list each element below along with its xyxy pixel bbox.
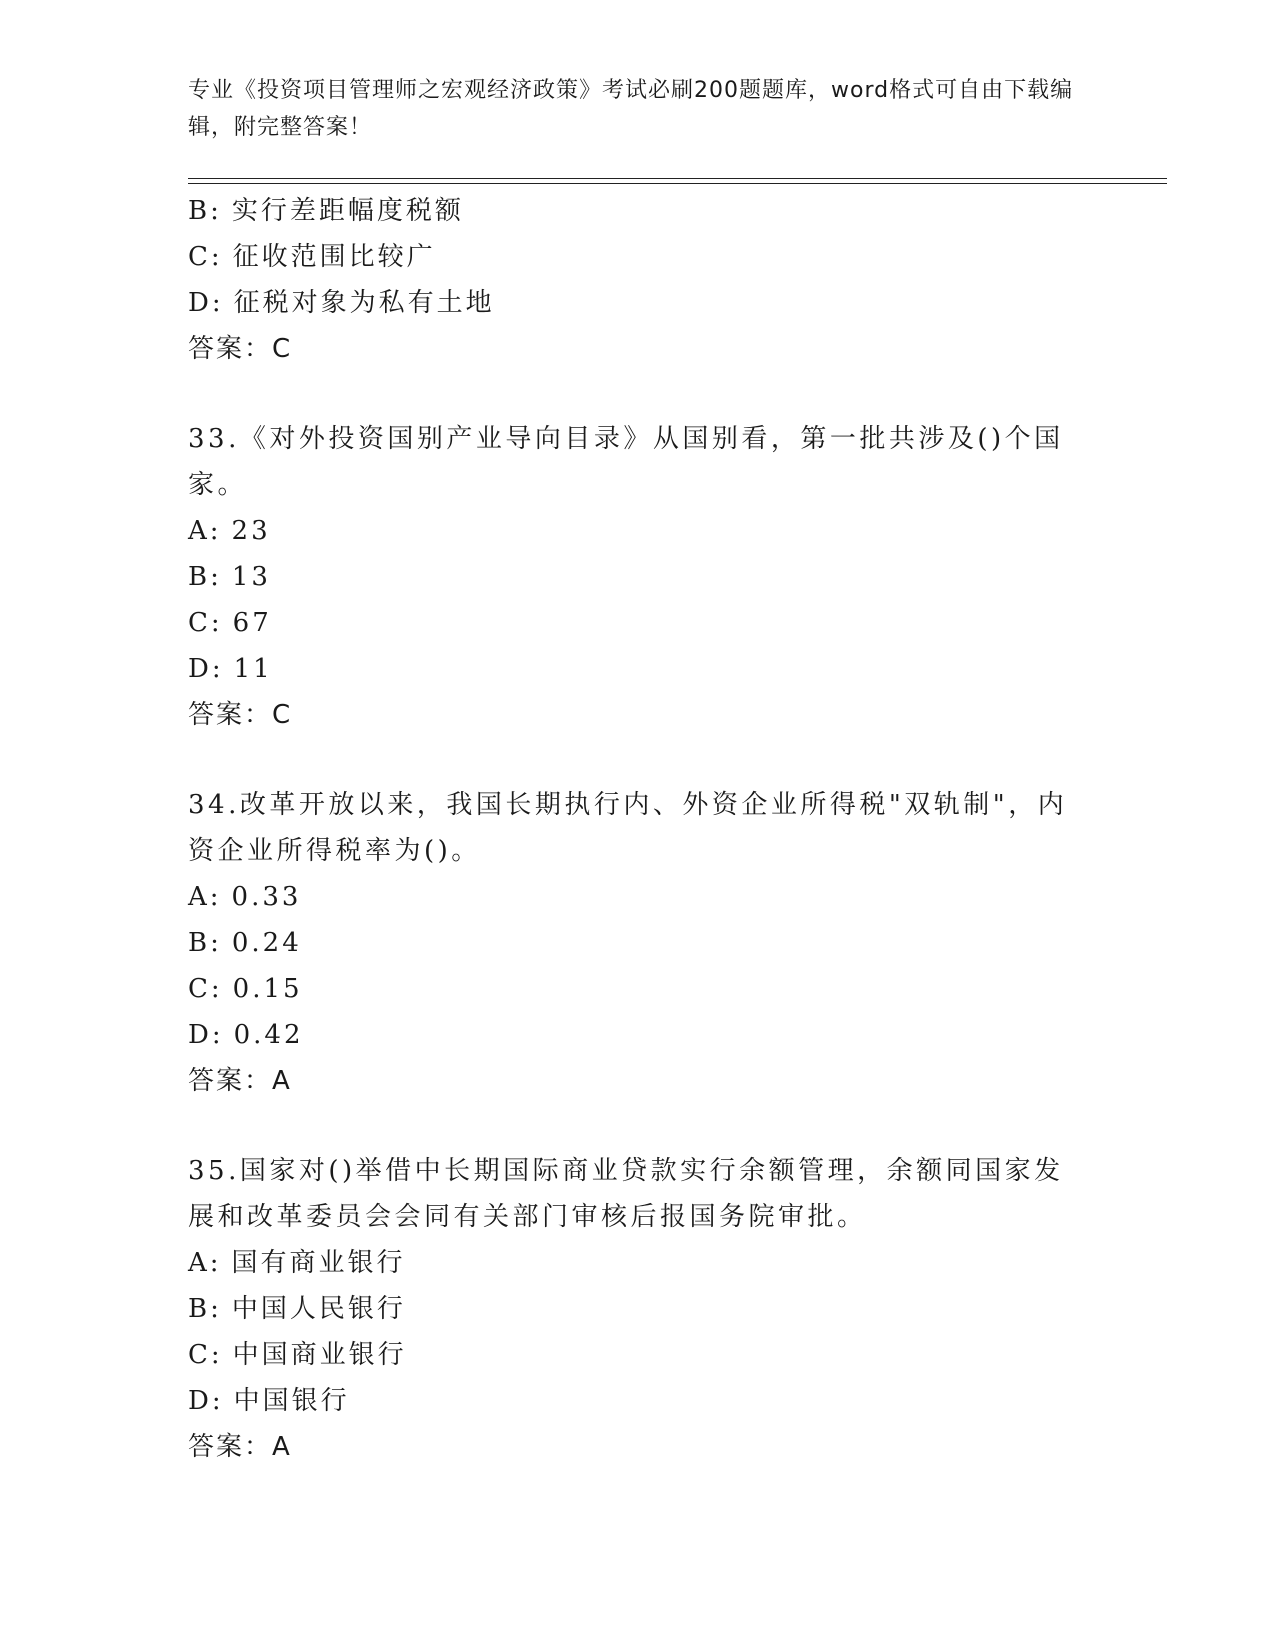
question-stem: 34.改革开放以来，我国长期执行内、外资企业所得税"双轨制"，内资企业所得税率为()。	[188, 790, 1068, 866]
option-c: C: 67	[188, 608, 272, 638]
option-a: A: 国有商业银行	[188, 1248, 406, 1278]
question-block-33	[188, 416, 1088, 738]
option-b: B: 实行差距幅度税额	[188, 196, 464, 226]
answer-line: 答案：C	[188, 700, 293, 730]
question-block-35	[188, 1148, 1088, 1470]
document-header: 专业《投资项目管理师之宏观经济政策》考试必刷200题题库，word格式可自由下载编辑，附完整答案！	[188, 78, 1074, 140]
question-stem: 35.国家对()举借中长期国际商业贷款实行余额管理，余额同国家发展和改革委员会会同有关部门审核后报国务院审批。	[188, 1156, 1064, 1232]
answer-line: 答案：A	[188, 1066, 292, 1096]
option-a: A: 23	[188, 516, 271, 546]
question-list	[188, 188, 1088, 1470]
question-stem: 33.《对外投资国别产业导向目录》从国别看，第一批共涉及()个国家。	[188, 424, 1064, 500]
header-divider-top	[188, 178, 1167, 179]
option-c: C: 中国商业银行	[188, 1340, 407, 1370]
option-b: B: 0.24	[188, 928, 302, 958]
option-c: C: 0.15	[188, 974, 303, 1004]
answer-line: 答案：C	[188, 334, 293, 364]
option-d: D: 11	[188, 654, 273, 684]
option-d: D: 0.42	[188, 1020, 304, 1050]
question-block-partial	[188, 188, 1088, 372]
option-a: A: 0.33	[188, 882, 302, 912]
option-b: B: 13	[188, 562, 271, 592]
answer-line: 答案：A	[188, 1432, 292, 1462]
option-b: B: 中国人民银行	[188, 1294, 406, 1324]
option-d: D: 中国银行	[188, 1386, 350, 1416]
question-block-34	[188, 782, 1088, 1104]
header-divider-bottom	[188, 183, 1167, 184]
option-d: D: 征税对象为私有土地	[188, 288, 495, 318]
option-c: C: 征收范围比较广	[188, 242, 436, 272]
